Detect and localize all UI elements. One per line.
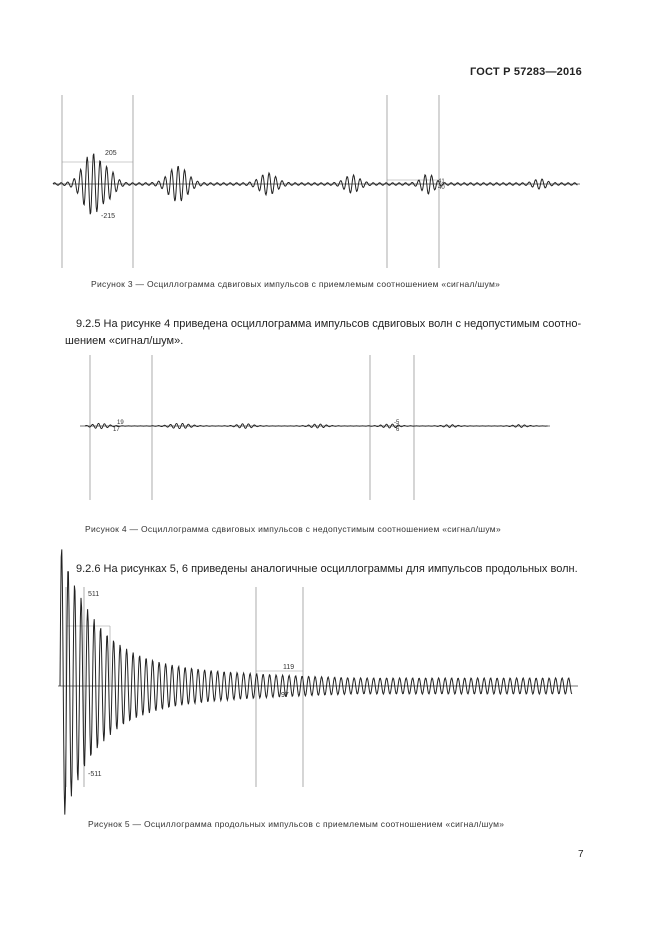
figure-5-caption: Рисунок 5 — Осциллограмма продольных импульсов с приемлемым соотношением «сигнал/шум» bbox=[88, 819, 505, 829]
paragraph-9-2-5 bbox=[65, 316, 595, 350]
fig4-label-right-top: -5 bbox=[394, 420, 400, 426]
fig5-label-left-bottom: -511 bbox=[88, 771, 102, 778]
figure-4-oscillogram bbox=[80, 355, 550, 500]
figure-3-caption: Рисунок 3 — Осциллограмма сдвиговых импульсов с приемлемым соотношением «сигнал/шум» bbox=[91, 279, 501, 289]
page-number: 7 bbox=[578, 849, 584, 860]
paragraph-9-2-5-line2: шением «сигнал/шум». bbox=[65, 335, 184, 347]
fig3-label-right-top: 41 bbox=[438, 179, 445, 185]
fig5-label-right-top: 119 bbox=[283, 664, 295, 671]
fig3-label-right-bottom: 40 bbox=[438, 185, 445, 191]
fig4-label-left-bottom: 17 bbox=[113, 427, 120, 433]
fig3-label-left-bottom: -215 bbox=[101, 213, 116, 220]
paragraph-9-2-5-line1: 9.2.5 На рисунке 4 приведена осциллограмма импульсов сдвиговых волн с недопустимым соотно- bbox=[76, 318, 582, 330]
fig4-label-left-top: 19 bbox=[117, 420, 124, 426]
paragraph-9-2-6 bbox=[65, 561, 595, 578]
figure-4-caption: Рисунок 4 — Осциллограмма сдвиговых импульсов с недопустимым соотношением «сигнал/шум» bbox=[85, 524, 501, 534]
figure-3-oscillogram bbox=[53, 95, 580, 268]
fig5-label-left-top: 511 bbox=[88, 591, 100, 598]
fig3-label-left-top: 205 bbox=[105, 150, 117, 157]
paragraph-9-2-6-line1: 9.2.6 На рисунках 5, 6 приведены аналогичные осциллограммы для импульсов продольных волн. bbox=[76, 563, 578, 575]
standard-header: ГОСТ Р 57283—2016 bbox=[470, 66, 582, 78]
fig5-waveform bbox=[60, 549, 572, 814]
figure-5-oscillogram bbox=[58, 549, 578, 814]
fig4-label-right-bottom: 6 bbox=[396, 427, 400, 433]
fig5-label-right-bottom: 97 bbox=[281, 692, 289, 699]
fig4-waveform bbox=[85, 423, 548, 428]
